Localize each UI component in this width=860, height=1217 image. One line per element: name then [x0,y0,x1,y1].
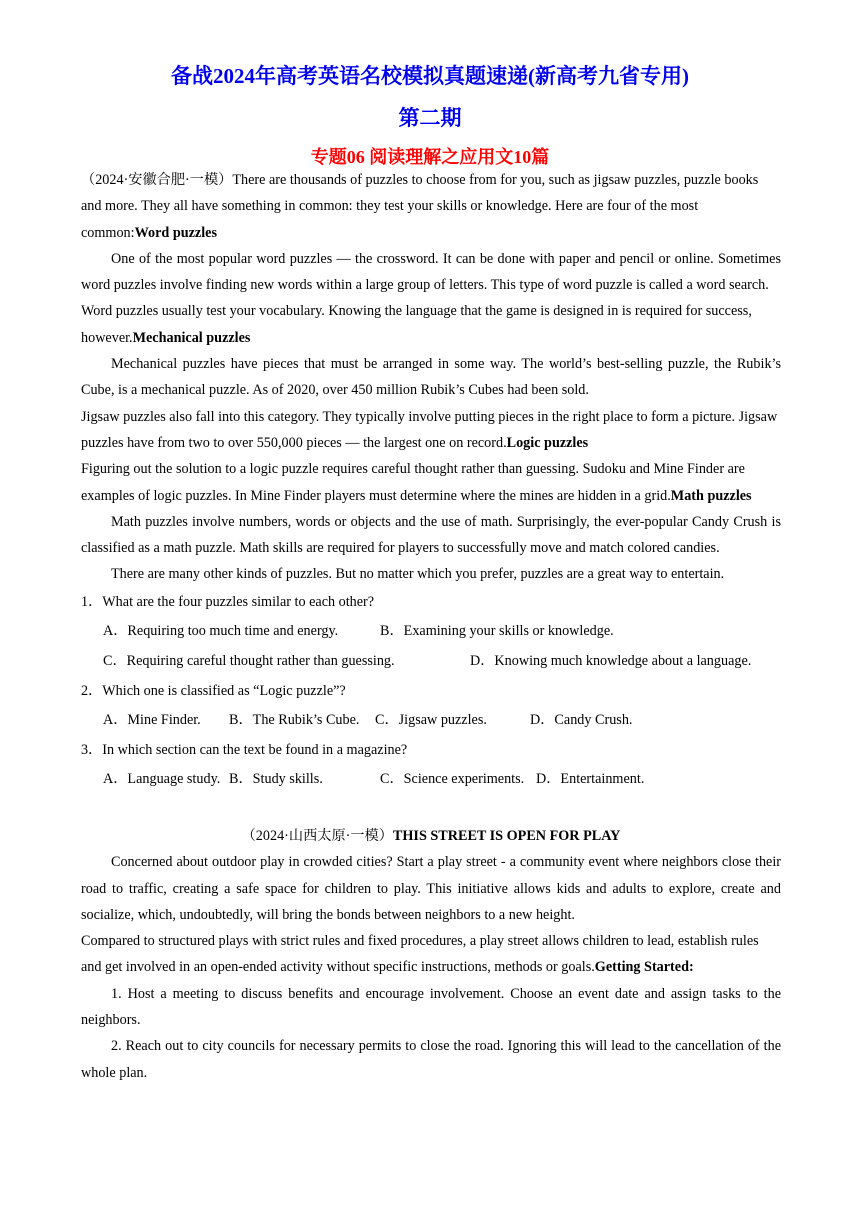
option: A．Mine Finder. [103,712,201,729]
heading-mechanical-puzzles: Mechanical puzzles [132,329,251,346]
option: A．Requiring too much time and energy. [103,623,339,640]
passage2-step: 1. Host a meeting to discuss benefits and encourage involvement. Choose an event date and assign tasks to the neighbors. [81,985,781,1028]
option: D．Knowing much knowledge about a language. [470,652,752,669]
passage1-paragraph: There are many other kinds of puzzles. But no matter which you prefer, puzzles are a great way to entertain. [111,566,725,583]
topic-heading: 专题06 阅读理解之应用文10篇 [310,147,550,167]
document-title: 备战2024年高考英语名校模拟真题速递(新高考九省专用) [171,64,689,88]
option: C．Science experiments. [380,771,525,788]
passage2-title: THIS STREET IS OPEN FOR PLAY [392,827,621,844]
passage2-paragraph: Concerned about outdoor play in crowded cities? Start a play street - a community event where neighbors close their road to traffic, creating a safe space for children to play. This initiative allows kids and adults to explore, create and socialize, which, undoubtedly, will bring the bonds between neighbors to a new height. [81,854,781,923]
passage1-paragraph: Word puzzles usually test your vocabulary. Knowing the language that the game is designed in is required for success, however.Mechanical puzzles [81,303,752,346]
heading-word-puzzles: Word puzzles [134,224,217,241]
option: B．The Rubik’s Cube. [229,712,360,729]
passage1-intro: （2024·安徽合肥·一模）There are thousands of puzzles to choose from for you, such as jigsaw puzzles, puzzle books and more. They all have something in common: they test your skills or knowledge. Here are four of the most common:Word puzzles [81,172,759,241]
question-block [81,588,781,795]
passage1-paragraph: Mechanical puzzles have pieces that must be arranged in some way. The world’s best-selling puzzle, the Rubik’s Cube, is a mechanical puzzle. As of 2020, over 450 million Rubik’s Cubes had been sold. [81,356,781,399]
section-spacer [81,795,781,823]
option: B．Examining your skills or knowledge. [380,623,614,640]
option: C．Jigsaw puzzles. [375,712,487,729]
document-body [81,167,781,1086]
passage1-paragraph: Figuring out the solution to a logic puzzle requires careful thought rather than guessing. Sudoku and Mine Finder are examples of logic puzzles. In Mine Finder players must determine where the mines are hidden in a grid.Math puzzles [81,461,752,504]
passage2-paragraph: Compared to structured plays with strict rules and fixed procedures, a play street allows children to lead, establish rules and get involved in an open-ended activity without specific instructions, methods or goals.Getting Started: [81,933,759,976]
passage2-source: （2024·山西太原·一模） [241,827,393,844]
question-3-options [81,765,781,795]
question-3: 3．In which section can the text be found in a magazine? [81,741,408,758]
option: A．Language study. [103,771,221,788]
passage1-paragraph: Math puzzles involve numbers, words or objects and the use of math. Surprisingly, the ever-popular Candy Crush is classified as a math puzzle. Math skills are required for players to successfully move and match colored candies. [81,513,781,557]
question-2: 2．Which one is classified as “Logic puzzle”? [81,682,346,699]
heading-getting-started: Getting Started: [594,959,694,976]
passage1-paragraph: One of the most popular word puzzles — the crossword. It can be done with paper and pencil or online. Sometimes word puzzles involve finding new words within a large group of letters. This type of word puzzle is called a word search. [81,250,781,294]
issue-label: 第二期 [398,106,462,130]
option: D．Entertainment. [536,771,645,788]
heading-math-puzzles: Math puzzles [670,487,752,504]
option: B．Study skills. [229,771,323,788]
passage2-step: 2. Reach out to city councils for necessary permits to close the road. Ignoring this will lead to the cancellation of the whole plan. [81,1038,781,1081]
passage2-title-line [81,823,781,849]
option: C．Requiring careful thought rather than guessing. [103,652,395,669]
question-1: 1．What are the four puzzles similar to each other? [81,593,375,610]
question-2-options [81,706,781,736]
passage1-paragraph: Jigsaw puzzles also fall into this category. They typically involve putting pieces in the right place to form a picture. Jigsaw puzzles have from two to over 550,000 pieces — the largest one on record.Logic puzzles [81,408,778,451]
question-1-options [81,617,781,647]
heading-logic-puzzles: Logic puzzles [506,434,589,451]
option: D．Candy Crush. [530,712,633,729]
question-1-options [81,647,781,677]
